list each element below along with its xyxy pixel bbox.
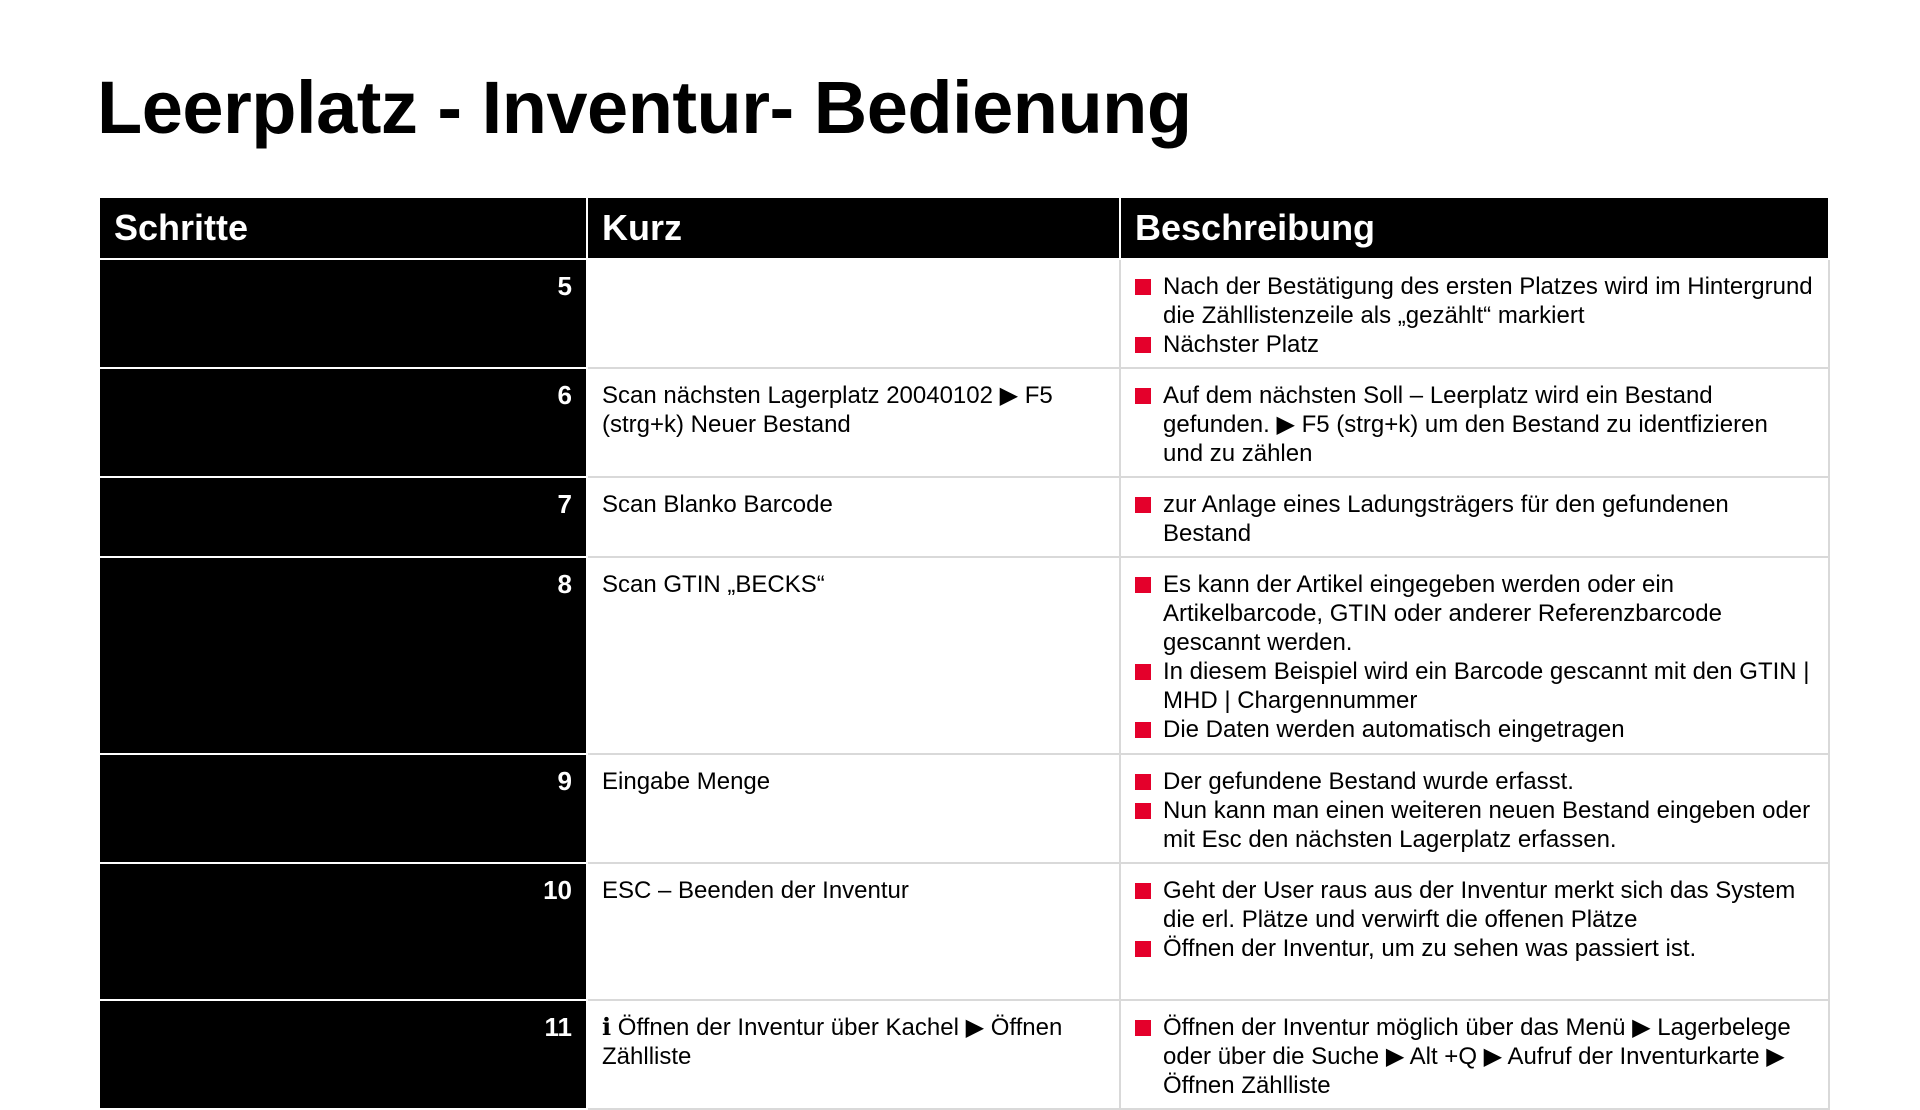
- description-bullet: In diesem Beispiel wird ein Barcode gescannt mit den GTIN | MHD | Chargennummer: [1135, 657, 1814, 715]
- description-bullet: Nach der Bestätigung des ersten Platzes wird im Hintergrund die Zähllistenzeile als „gezählt“ markiert: [1135, 272, 1814, 330]
- description-list: [1135, 1013, 1814, 1100]
- table-header-row: [99, 197, 1829, 259]
- table-row: [99, 368, 1829, 477]
- step-description: [1120, 863, 1829, 1000]
- step-description: [1120, 754, 1829, 863]
- step-description: [1120, 259, 1829, 368]
- table-row: [99, 259, 1829, 368]
- table-row: [99, 477, 1829, 557]
- description-bullet: Es kann der Artikel eingegeben werden oder ein Artikelbarcode, GTIN oder anderer Referenzbarcode gescannt werden.: [1135, 570, 1814, 657]
- description-bullet: Öffnen der Inventur, um zu sehen was passiert ist.: [1135, 934, 1814, 963]
- step-short: ESC – Beenden der Inventur: [587, 863, 1120, 1000]
- column-header-beschreibung: Beschreibung: [1120, 197, 1829, 259]
- description-list: [1135, 570, 1814, 744]
- description-list: [1135, 767, 1814, 854]
- description-list: [1135, 272, 1814, 359]
- step-number: 6: [99, 368, 587, 477]
- column-header-schritte: Schritte: [99, 197, 587, 259]
- description-bullet: Auf dem nächsten Soll – Leerplatz wird ein Bestand gefunden. ▶ F5 (strg+k) um den Bestand zu identfizieren und zu zählen: [1135, 381, 1814, 468]
- description-bullet: zur Anlage eines Ladungsträgers für den gefundenen Bestand: [1135, 490, 1814, 548]
- description-bullet: Nun kann man einen weiteren neuen Bestand eingeben oder mit Esc den nächsten Lagerplatz erfassen.: [1135, 796, 1814, 854]
- table-row: [99, 863, 1829, 1000]
- step-number: 10: [99, 863, 587, 1000]
- description-bullet: Nächster Platz: [1135, 330, 1814, 359]
- table-row: [99, 557, 1829, 754]
- description-bullet: Öffnen der Inventur möglich über das Menü ▶ Lagerbelege oder über die Suche ▶ Alt +Q ▶ Aufruf der Inventurkarte ▶ Öffnen Zählliste: [1135, 1013, 1814, 1100]
- steps-table: [98, 196, 1830, 1110]
- step-description: [1120, 1000, 1829, 1109]
- step-short: [587, 259, 1120, 368]
- description-list: [1135, 381, 1814, 468]
- description-bullet: Die Daten werden automatisch eingetragen: [1135, 715, 1814, 744]
- description-list: [1135, 876, 1814, 963]
- page-title: Leerplatz - Inventur- Bedienung: [97, 66, 1192, 149]
- step-short: Scan GTIN „BECKS“: [587, 557, 1120, 754]
- column-header-kurz: Kurz: [587, 197, 1120, 259]
- description-list: [1135, 490, 1814, 548]
- step-number: 8: [99, 557, 587, 754]
- step-number: 9: [99, 754, 587, 863]
- step-number: 11: [99, 1000, 587, 1109]
- step-description: [1120, 557, 1829, 754]
- description-bullet: Der gefundene Bestand wurde erfasst.: [1135, 767, 1814, 796]
- step-short: ℹ Öffnen der Inventur über Kachel ▶ Öffnen Zählliste: [587, 1000, 1120, 1109]
- step-short: Scan Blanko Barcode: [587, 477, 1120, 557]
- description-bullet: Geht der User raus aus der Inventur merkt sich das System die erl. Plätze und verwirft die offenen Plätze: [1135, 876, 1814, 934]
- step-number: 5: [99, 259, 587, 368]
- step-short: Eingabe Menge: [587, 754, 1120, 863]
- table-row: [99, 754, 1829, 863]
- step-number: 7: [99, 477, 587, 557]
- step-description: [1120, 477, 1829, 557]
- step-description: [1120, 368, 1829, 477]
- table-row: [99, 1000, 1829, 1109]
- step-short: Scan nächsten Lagerplatz 20040102 ▶ F5 (strg+k) Neuer Bestand: [587, 368, 1120, 477]
